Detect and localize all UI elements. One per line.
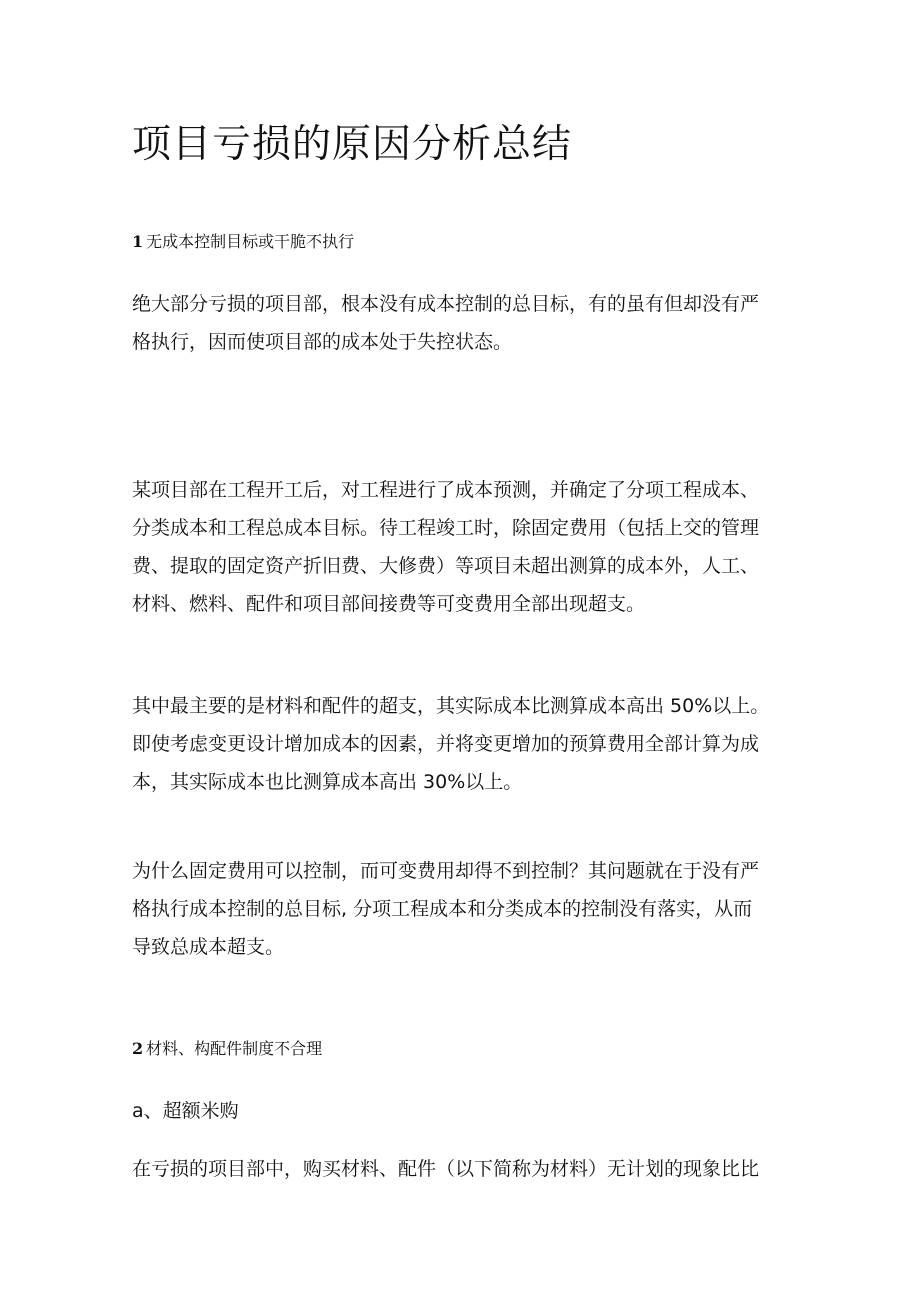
text-line: 其中最主要的是材料和配件的超支，其实际成本比测算成本高出 50%以上。 — [132, 695, 770, 717]
paragraph-2 — [132, 471, 812, 623]
text-line: 费、提取的固定资产折旧费、大修费）等项目未超出测算的成本外，人工、 — [132, 555, 760, 577]
document-title: 项目亏损的原因分析总结 — [132, 122, 573, 167]
text-line: 本，其实际成本也比测算成本高出 30%以上。 — [132, 771, 523, 793]
section-number: 2 — [132, 1039, 144, 1058]
section-heading-2 — [132, 1036, 322, 1059]
paragraph-3 — [132, 687, 812, 801]
text-line: 在亏损的项目部中，购买材料、配件（以下简称为材料）无计划的现象比比 — [132, 1158, 760, 1180]
paragraph-4 — [132, 852, 812, 966]
text-line: 即使考虑变更设计增加成本的因素，并将变更增加的预算费用全部计算为成 — [132, 733, 760, 755]
text-line: 材料、燃料、配件和项目部间接费等可变费用全部出现超支。 — [132, 593, 646, 615]
text-line: 某项目部在工程开工后，对工程进行了成本预测，并确定了分项工程成本、 — [132, 479, 760, 501]
text-line: 绝大部分亏损的项目部，根本没有成本控制的总目标，有的虽有但却没有严 — [132, 293, 760, 315]
subheading-a: a、超额米购 — [132, 1100, 239, 1122]
paragraph-5 — [132, 1150, 812, 1188]
text-line: 格执行，因而使项目部的成本处于失控状态。 — [132, 331, 513, 353]
text-line: 格执行成本控制的总目标, 分项工程成本和分类成本的控制没有落实，从而 — [132, 898, 753, 920]
section-number: 1 — [132, 232, 144, 251]
section-heading-text: 无成本控制目标或干脆不执行 — [146, 232, 355, 251]
section-heading-text: 材料、构配件制度不合理 — [146, 1039, 323, 1058]
text-line: 导致总成本超支。 — [132, 936, 285, 958]
text-line: 分类成本和工程总成本目标。待工程竣工时，除固定费用（包括上交的管理 — [132, 517, 760, 539]
section-heading-1 — [132, 229, 354, 252]
paragraph-1 — [132, 285, 812, 361]
text-line: 为什么固定费用可以控制，而可变费用却得不到控制？其问题就在于没有严 — [132, 860, 760, 882]
